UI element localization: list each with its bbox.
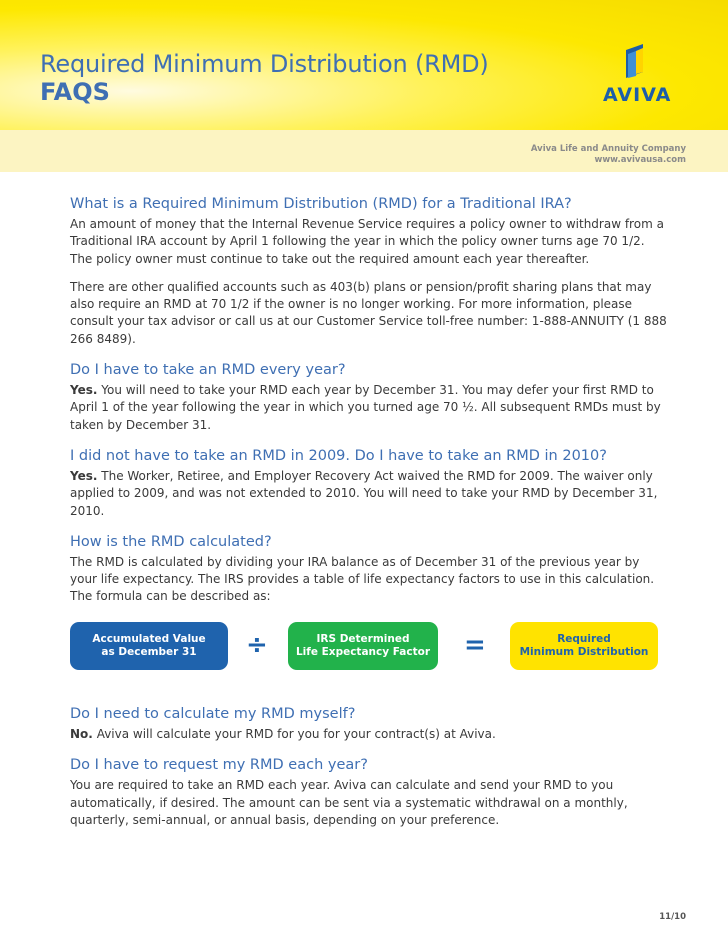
faq-question: Do I need to calculate my RMD myself? [70,706,356,722]
faq-answer [70,382,670,434]
answer-text: Aviva will calculate your RMD for you for your contract(s) at Aviva. [96,727,496,741]
equals-sign: = [464,630,486,660]
answer-lead: No. [70,727,93,741]
faq-answer: An amount of money that the Internal Revenue Service requires a policy owner to withdraw from a Traditional IRA account by April 1 following the year in which the policy owner turns age 70 1/2. The policy owner must continue to take out the required amount each year thereafter. [70,217,664,266]
page-code: 11/10 [659,912,686,922]
faq-section-bottom [70,705,670,829]
rmd-formula [70,622,660,670]
answer-text: You will need to take your RMD each year by December 31. You may defer your first RMD to April 1 of the year following the year in which you turned age 70 ½. All subsequent RMDs must by taken by December 31. [70,383,661,432]
divide-sign: ÷ [246,630,268,660]
faq-answer: The RMD is calculated by dividing your IRA balance as of December 31 of the previous year by your life expectancy. The IRS provides a table of life expectancy factors to use in this calculation. The formula can be described as: [70,554,655,604]
company-info [531,144,686,166]
formula-required-minimum-distribution: Required Minimum Distribution [510,622,658,670]
faq-answer: There are other qualified accounts such as 403(b) plans or pension/profit sharing plans that may also require an RMD at 70 1/2 if the owner is no longer working. For more information, please consult your tax advisor or call us at our Customer Service toll-free number: 1-888-ANNUITY (1 888 266 8489). [70,279,667,346]
faq-answer [70,726,670,743]
brand-name: AVIVA [603,84,672,106]
answer-lead: Yes. [70,468,98,483]
faq-answer: You are required to take an RMD each year. Aviva can calculate and send your RMD to you automatically, if desired. The amount can be sent via a systematic withdrawal on a monthly, quarterly, semi-annual, or annual basis, depending on your preference. [70,778,628,827]
faq-answer [70,468,670,520]
answer-lead: Yes. [70,383,98,398]
formula-accumulated-value: Accumulated Value as December 31 [70,622,228,670]
company-url[interactable]: www.avivausa.com [594,155,686,165]
faq-question: How is the RMD calculated? [70,533,272,550]
page-subtitle: FAQS [40,78,110,106]
page-title: Required Minimum Distribution (RMD) [40,50,489,78]
answer-text: The Worker, Retiree, and Employer Recovery Act waived the RMD for 2009. The waiver only applied to 2009, and was not extended to 2010. You will need to take your RMD by December 31, 2010. [70,468,658,518]
faq-question: Do I have to take an RMD every year? [70,362,346,379]
faq-section-top [70,195,670,606]
formula-life-expectancy-factor: IRS Determined Life Expectancy Factor [288,622,438,670]
faq-question: Do I have to request my RMD each year? [70,757,368,774]
faq-question: What is a Required Minimum Distribution (RMD) for a Traditional IRA? [70,196,572,212]
company-name: Aviva Life and Annuity Company [530,144,686,154]
faq-question: I did not have to take an RMD in 2009. Do I have to take an RMD in 2010? [70,447,607,464]
header-banner [0,0,728,130]
